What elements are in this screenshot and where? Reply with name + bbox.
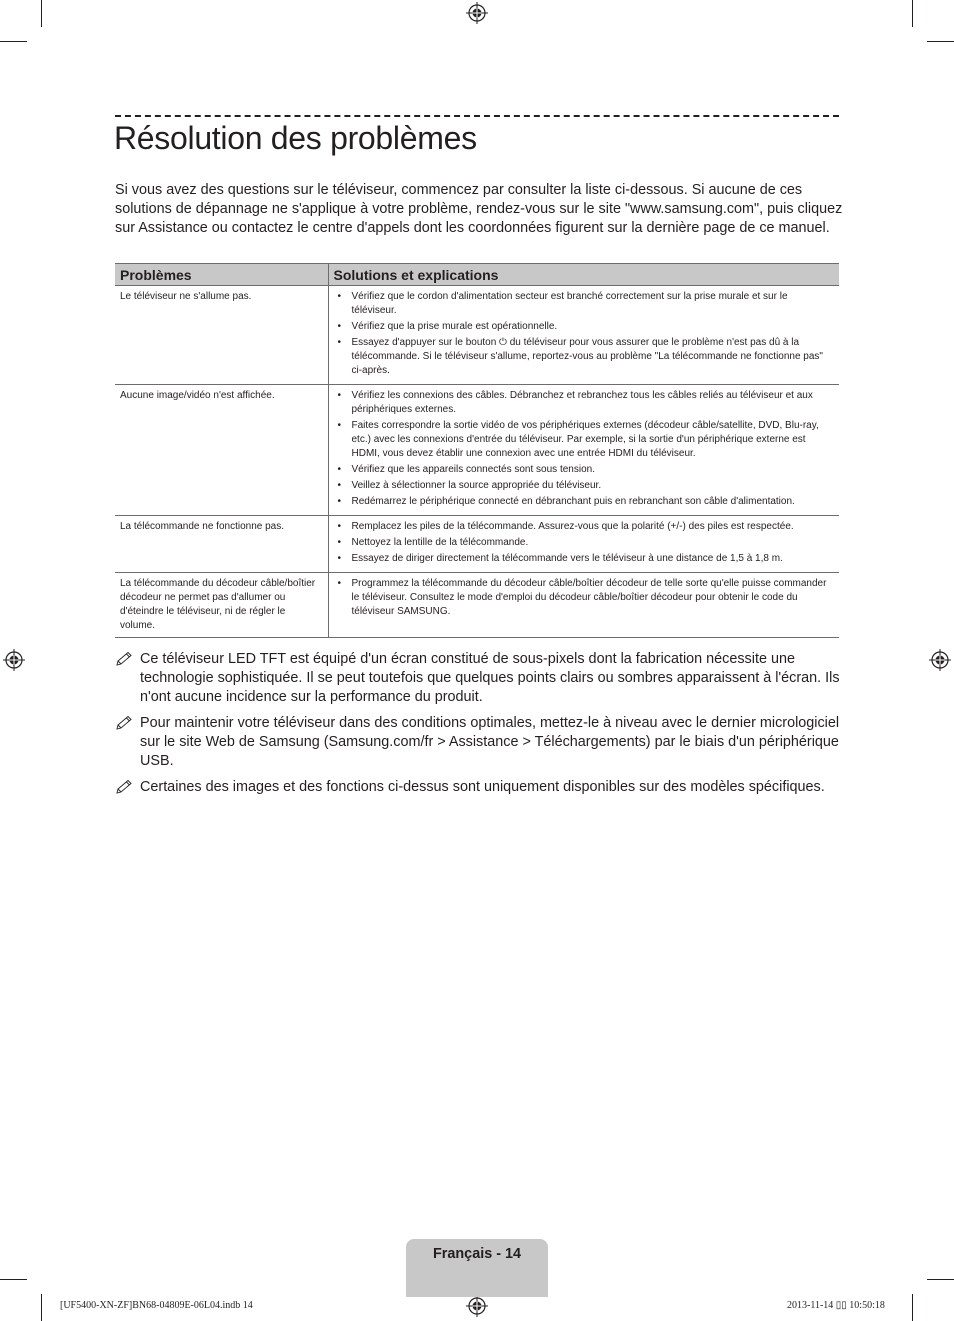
solutions-list [334,290,835,378]
solution-item: • Vérifiez les connexions des câbles. Débranchez et rebranchez tous les câbles reliés au téléviseur et aux périphériques externes. [352,389,835,417]
table-row [115,516,839,573]
crop-mark [912,0,913,27]
print-slug-right: 2013-11-14 ▯▯ 10:50:18 [787,1300,885,1311]
note-item [115,714,841,771]
solution-item: • Vérifiez que les appareils connectés sont sous tension. [352,463,835,477]
table-row [115,385,839,516]
registration-mark-icon [929,649,951,671]
troubleshooting-table [115,263,839,638]
solutions-cell [328,385,839,516]
note-pencil-icon [115,779,133,795]
solutions-cell [328,516,839,573]
solution-item: • Vérifiez que le cordon d'alimentation secteur est branché correctement sur la prise murale et sur le téléviseur. [352,290,835,318]
crop-mark [0,41,27,42]
note-text: Pour maintenir votre téléviseur dans des conditions optimales, mettez-le à niveau avec le dernier micrologiciel sur le site Web de Samsung (Samsung.com/fr > Assistance > Téléchargements) par le biais d'un périphérique USB. [140,715,840,769]
intro-paragraph: Si vous avez des questions sur le téléviseur, commencez par consulter la liste ci-dessous. Si aucune de ces solutions de dépannage ne s'applique à votre problème, rendez-vous sur le site "www.samsung.com", puis cliquez sur Assistance ou contactez le centre d'appels dont les coordonnées figurent sur la dernière page de ce manuel. [115,182,843,236]
notes-section [115,650,841,804]
note-text: Certaines des images et des fonctions ci-dessus sont uniquement disponibles sur des modèles spécifiques. [140,779,825,795]
column-header-problems: Problèmes [115,264,328,286]
registration-mark-icon [466,2,488,24]
problem-cell: Le téléviseur ne s'allume pas. [115,286,328,385]
table-row [115,286,839,385]
solutions-list [334,389,835,509]
solutions-cell [328,286,839,385]
problem-cell: La télécommande ne fonctionne pas. [115,516,328,573]
table-header-row [115,264,839,286]
solution-item: • Essayez de diriger directement la télécommande vers le téléviseur à une distance de 1,5 à 1,8 m. [352,552,835,566]
solution-item: • Nettoyez la lentille de la télécommande. [352,536,835,550]
note-text: Ce téléviseur LED TFT est équipé d'un écran constitué de sous-pixels dont la fabrication nécessite une technologie sophistiquée. Il se peut toutefois que quelques points clairs ou sombres apparaissent à l'écran. Ils n'ont aucune incidence sur la performance du produit. [140,651,840,705]
solutions-list [334,520,835,566]
problem-cell: Aucune image/vidéo n'est affichée. [115,385,328,516]
note-pencil-icon [115,715,133,731]
solution-item: • Programmez la télécommande du décodeur câble/boîtier décodeur de telle sorte qu'elle puisse commander le téléviseur. Consultez le mode d'emploi du décodeur câble/boîtier décodeur pour obtenir le code du téléviseur SAMSUNG. [352,577,835,619]
problem-cell: La télécommande du décodeur câble/boîtier décodeur ne permet pas d'allumer ou d'éteindre le téléviseur, ni de régler le volume. [115,573,328,638]
solution-item: • Redémarrez le périphérique connecté en débranchant puis en rebranchant son câble d'alimentation. [352,495,835,509]
solution-item: • Vérifiez que la prise murale est opérationnelle. [352,320,835,334]
title-rule [115,115,839,117]
crop-mark [0,1279,27,1280]
solution-item: • Essayez d'appuyer sur le bouton ⏻ du téléviseur pour vous assurer que le problème n'est pas dû à la télécommande. Si le téléviseur s'allume, reportez-vous au problème "La télécommande ne fonctionne pas" ci-après. [352,336,835,378]
table-row [115,573,839,638]
page-number-label: Français - 14 [433,1246,521,1262]
note-pencil-icon [115,651,133,667]
column-header-solutions: Solutions et explications [328,264,839,286]
solutions-list [334,577,835,619]
solutions-cell [328,573,839,638]
crop-mark [912,1294,913,1321]
note-item [115,650,841,707]
page-title: Résolution des problèmes [114,120,477,156]
registration-mark-icon [466,1295,488,1317]
crop-mark [927,1279,954,1280]
crop-mark [41,1294,42,1321]
solution-item: • Veillez à sélectionner la source appropriée du téléviseur. [352,479,835,493]
note-item [115,778,841,797]
crop-mark [41,0,42,27]
solution-item: • Remplacez les piles de la télécommande. Assurez-vous que la polarité (+/-) des piles est respectée. [352,520,835,534]
solution-item: • Faites correspondre la sortie vidéo de vos périphériques externes (décodeur câble/satellite, DVD, Blu-ray, etc.) avec les connexions d'entrée du téléviseur. Par exemple, si la sortie d'un périphérique externe est HDMI, vous devez établir une connexion avec une entrée HDMI du téléviseur. [352,419,835,461]
crop-mark [927,41,954,42]
page-number-tab [406,1239,548,1297]
print-slug-left: [UF5400-XN-ZF]BN68-04809E-06L04.indb 14 [60,1300,253,1311]
registration-mark-icon [3,649,25,671]
